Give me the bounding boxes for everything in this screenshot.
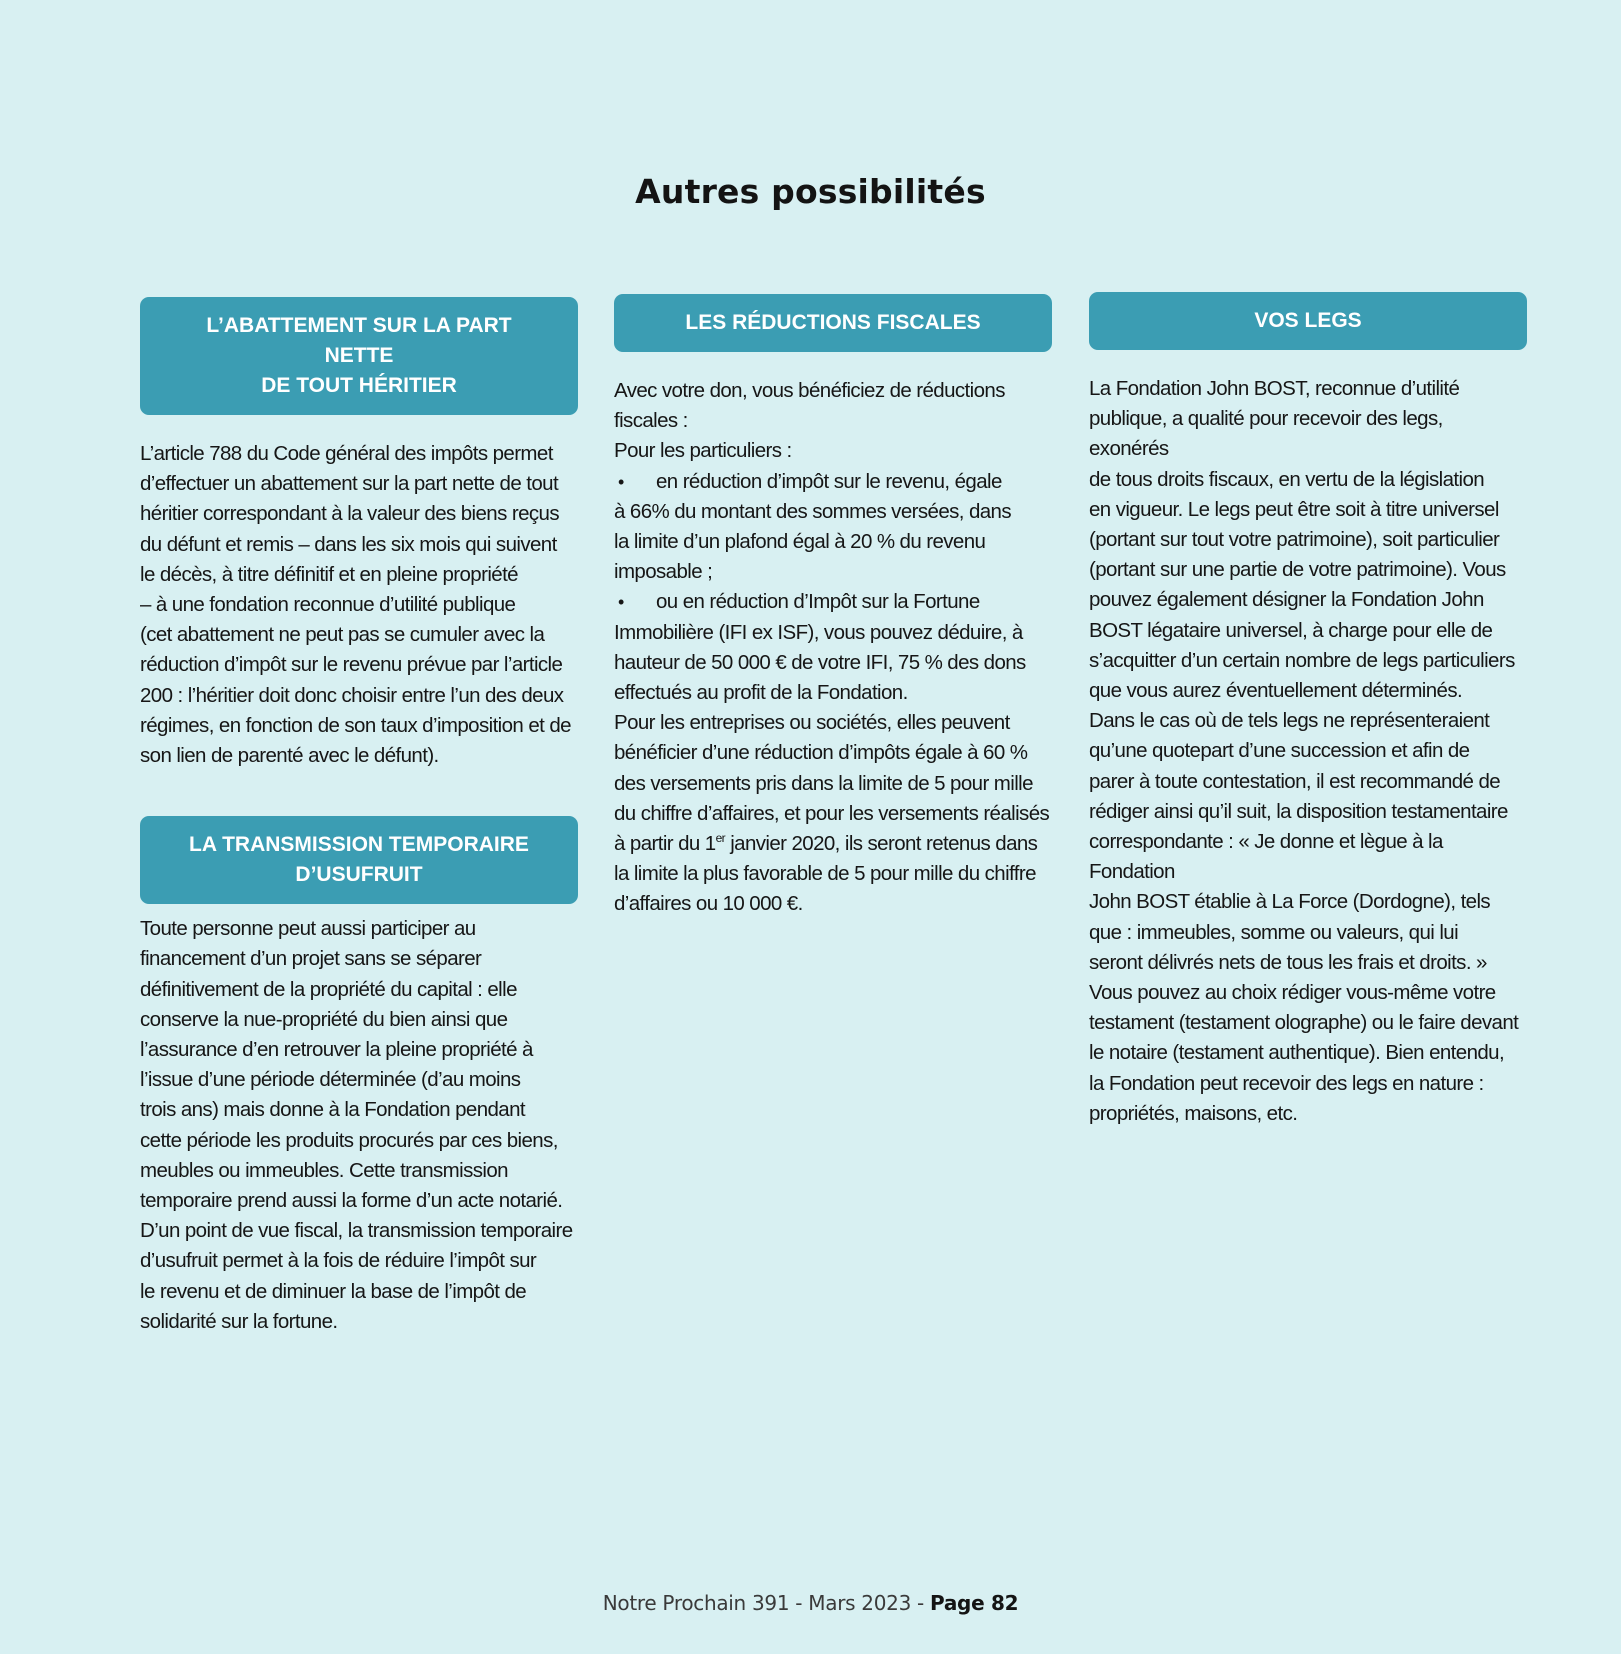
text-line: l’assurance d’en retrouver la pleine propriété à (140, 1038, 533, 1062)
column-reductions-fiscales (614, 294, 1052, 920)
text-line: publique, a qualité pour recevoir des legs, exonérés (1089, 407, 1443, 461)
bullet-item-ifi (614, 587, 1052, 617)
text-line: parer à toute contestation, il est recommandé de (1089, 769, 1501, 793)
text-line: bénéficier d’une réduction d’impôts égale à 60 % (614, 741, 1028, 765)
paragraph-vos-legs (1089, 374, 1527, 1129)
date-superscript: er (715, 831, 726, 846)
text-line: de tous droits fiscaux, en vertu de la législation (1089, 467, 1485, 491)
heading-abattement (140, 297, 578, 415)
text-line: temporaire prend aussi la forme d’un acte notarié. (140, 1189, 563, 1213)
text-line: d’affaires ou 10 000 €. (614, 892, 803, 916)
text-line: D’un point de vue fiscal, la transmission temporaire (140, 1219, 573, 1243)
text-line: financement d’un projet sans se séparer (140, 947, 482, 971)
text-line: trois ans) mais donne à la Fondation pendant (140, 1098, 526, 1122)
text-line: seront délivrés nets de tous les frais et droits. » (1089, 950, 1487, 974)
text-line: pouvez également désigner la Fondation John (1089, 588, 1484, 612)
text-line: – à une fondation reconnue d’utilité publique (140, 593, 516, 617)
heading-reductions-fiscales: LES RÉDUCTIONS FISCALES (614, 294, 1052, 352)
date-suffix: janvier 2020, ils seront retenus dans (725, 832, 1038, 856)
text-line: cette période les produits procurés par ces biens, (140, 1128, 558, 1152)
paragraph-reductions-fiscales (614, 376, 1052, 920)
text-line: à 66% du montant des sommes versées, dans (614, 499, 1012, 523)
footer-page-number: Page 82 (930, 1591, 1019, 1615)
text-line: Avec votre don, vous bénéficiez de réductions (614, 379, 1005, 402)
text-line: Pour les entreprises ou sociétés, elles peuvent (614, 711, 1010, 735)
text-line: solidarité sur la fortune. (140, 1309, 338, 1333)
heading-vos-legs: VOS LEGS (1089, 292, 1527, 350)
text-line: La Fondation John BOST, reconnue d’utilité (1089, 377, 1460, 400)
heading-transmission (140, 816, 578, 904)
text-line: correspondante : « Je donne et lègue à la Fondation (1089, 830, 1443, 884)
text-line: l’issue d’une période déterminée (d’au moins (140, 1068, 521, 1092)
bullet-text: en réduction d’impôt sur le revenu, égale (656, 469, 1002, 493)
text-line: d’effectuer un abattement sur la part nette de tout (140, 472, 559, 496)
text-line: héritier correspondant à la valeur des biens reçus (140, 502, 559, 526)
text-line: Vous pouvez au choix rédiger vous-même votre (1089, 981, 1496, 1005)
text-line: en vigueur. Le legs peut être soit à titre universel (1089, 497, 1499, 521)
text-line: meubles ou immeubles. Cette transmission (140, 1158, 508, 1182)
text-line: la limite d’un plafond égal à 20 % du revenu (614, 530, 986, 554)
text-line: le notaire (testament authentique). Bien entendu, (1089, 1041, 1505, 1065)
date-prefix: à partir du 1 (614, 832, 716, 856)
bullet-icon: • (618, 592, 624, 613)
text-line: (portant sur une partie de votre patrimoine). Vous (1089, 558, 1506, 582)
text-line: s’acquitter d’un certain nombre de legs particuliers (1089, 648, 1515, 672)
text-line: régimes, en fonction de son taux d’imposition et de (140, 713, 571, 737)
text-line: son lien de parenté avec le défunt). (140, 744, 439, 768)
text-line: L’article 788 du Code général des impôts permet (140, 442, 553, 465)
text-line: fiscales : (614, 409, 688, 433)
text-line: conserve la nue-propriété du bien ainsi que (140, 1007, 508, 1031)
text-line: effectués au profit de la Fondation. (614, 681, 908, 705)
text-line: la Fondation peut recevoir des legs en nature : (1089, 1071, 1484, 1095)
text-line: qu’une quotepart d’une succession et afin de (1089, 739, 1470, 763)
paragraph-abattement (140, 439, 578, 771)
text-line: la limite la plus favorable de 5 pour mille du chiffre (614, 862, 1036, 886)
text-line: réduction d’impôt sur le revenu prévue par l’article (140, 653, 563, 677)
text-line: que : immeubles, somme ou valeurs, qui lui (1089, 920, 1459, 944)
page-footer (0, 1591, 1621, 1615)
heading-transmission-line-2: D’USUFRUIT (295, 863, 423, 887)
text-line: des versements pris dans la limite de 5 pour mille (614, 771, 1033, 795)
text-line: 200 : l’héritier doit donc choisir entre l’un des deux (140, 683, 564, 707)
text-line: rédiger ainsi qu’il suit, la disposition testamentaire (1089, 799, 1508, 823)
text-line: le revenu et de diminuer la base de l’impôt de (140, 1279, 527, 1303)
text-line: testament (testament olographe) ou le faire devant (1089, 1011, 1519, 1035)
text-line: Immobilière (IFI ex ISF), vous pouvez déduire, à (614, 620, 1023, 644)
column-vos-legs (1089, 292, 1527, 1129)
text-line: BOST légataire universel, à charge pour elle de (1089, 618, 1493, 642)
text-line: hauteur de 50 000 € de votre IFI, 75 % des dons (614, 650, 1026, 674)
text-line: propriétés, maisons, etc. (1089, 1101, 1298, 1125)
text-line: que vous aurez éventuellement déterminés. (1089, 679, 1463, 703)
text-line: Dans le cas où de tels legs ne représenteraient (1089, 709, 1490, 733)
bullet-icon: • (618, 471, 624, 492)
page-title: Autres possibilités (635, 172, 986, 211)
column-abattement (140, 297, 578, 1337)
text-line: John BOST établie à La Force (Dordogne), tels (1089, 890, 1491, 914)
text-line: d’usufruit permet à la fois de réduire l’impôt sur (140, 1249, 537, 1273)
heading-abattement-line-2: DE TOUT HÉRITIER (261, 374, 457, 397)
paragraph-transmission (140, 914, 578, 1337)
text-line: Pour les particuliers : (614, 439, 792, 463)
bullet-text: ou en réduction d’Impôt sur la Fortune (656, 590, 980, 614)
text-line-date (614, 829, 1052, 859)
text-line: imposable ; (614, 560, 713, 584)
footer-publication: Notre Prochain 391 - Mars 2023 - (602, 1591, 931, 1615)
text-line: définitivement de la propriété du capital : elle (140, 977, 517, 1001)
bullet-item-impot-revenu (614, 467, 1052, 497)
text-line: du chiffre d’affaires, et pour les versements réalisés (614, 801, 1050, 825)
text-line: Toute personne peut aussi participer au (140, 917, 476, 941)
text-line: du défunt et remis – dans les six mois qui suivent (140, 532, 557, 556)
text-line: (cet abattement ne peut pas se cumuler avec la (140, 623, 545, 647)
heading-transmission-line-1: LA TRANSMISSION TEMPORAIRE (189, 833, 529, 857)
heading-abattement-line-1: L’ABATTEMENT SUR LA PART NETTE (206, 314, 512, 367)
text-line: le décès, à titre définitif et en pleine propriété (140, 562, 518, 586)
text-line: (portant sur tout votre patrimoine), soit particulier (1089, 528, 1500, 552)
